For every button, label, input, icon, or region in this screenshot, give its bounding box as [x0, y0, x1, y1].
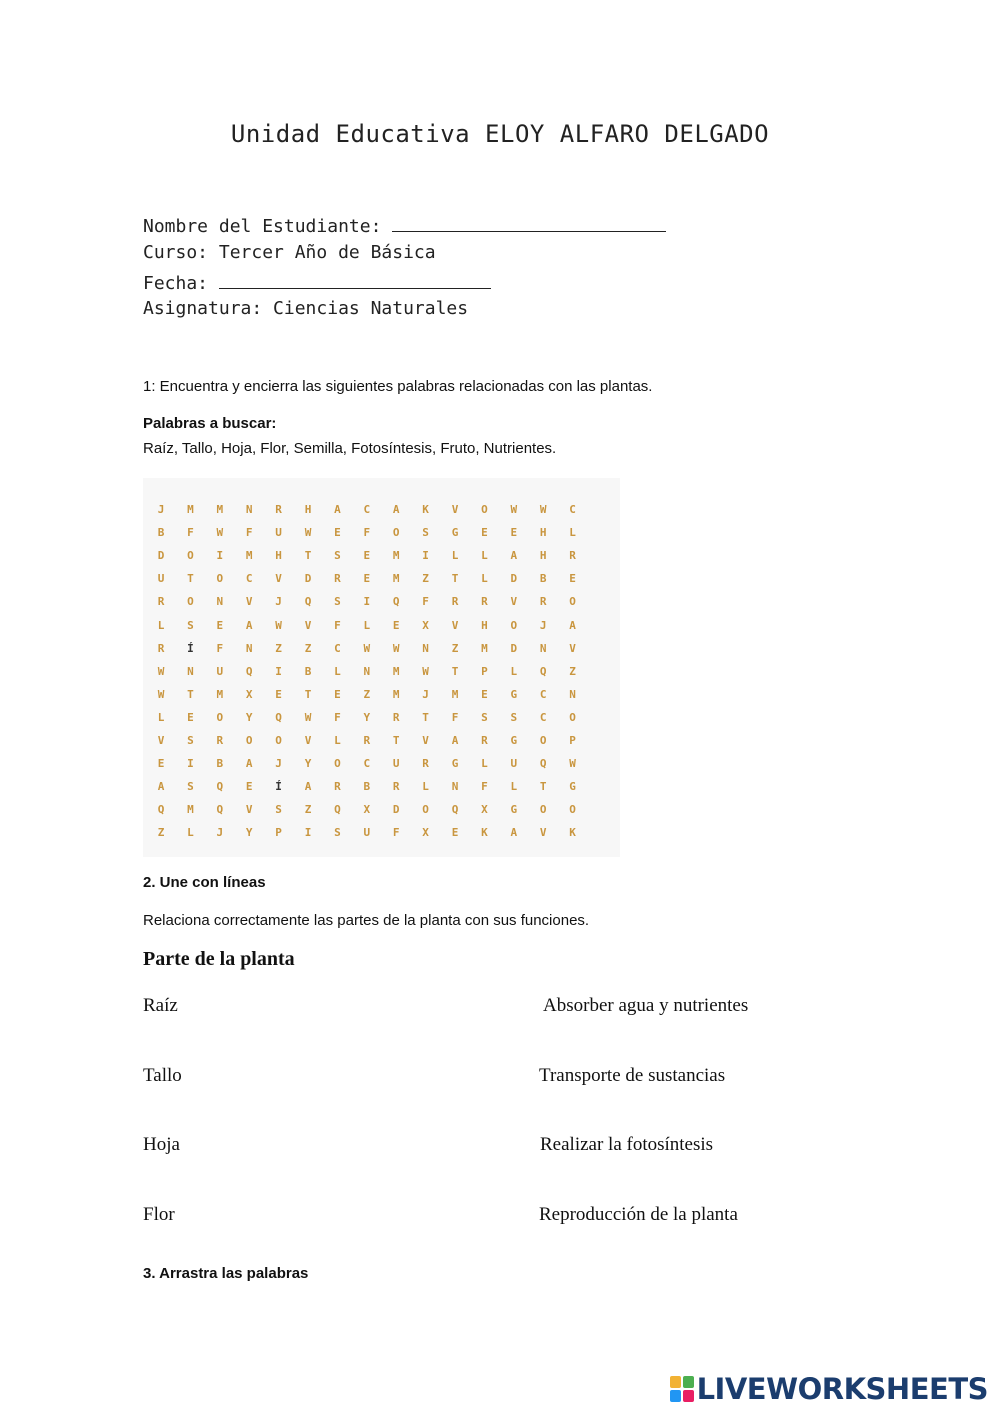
grid-letter[interactable]: Z: [304, 641, 312, 655]
grid-letter[interactable]: R: [216, 734, 224, 747]
grid-letter[interactable]: O: [187, 595, 194, 609]
grid-letter[interactable]: Y: [304, 757, 312, 771]
grid-letter[interactable]: V: [451, 503, 459, 516]
grid-letter[interactable]: C: [569, 503, 576, 516]
grid-letter[interactable]: U: [275, 526, 282, 540]
grid-letter[interactable]: W: [157, 664, 165, 678]
student-name-blank[interactable]: [392, 213, 666, 232]
grid-letter[interactable]: B: [539, 572, 547, 586]
grid-letter[interactable]: T: [451, 664, 459, 678]
grid-letter[interactable]: M: [187, 503, 194, 516]
grid-letter[interactable]: A: [245, 757, 253, 771]
grid-letter[interactable]: D: [157, 549, 165, 563]
grid-letter[interactable]: Z: [451, 641, 459, 655]
grid-letter[interactable]: G: [451, 757, 459, 771]
grid-letter[interactable]: W: [275, 618, 282, 632]
grid-letter[interactable]: G: [569, 780, 576, 794]
grid-letter[interactable]: Q: [245, 664, 253, 678]
grid-letter[interactable]: Z: [304, 803, 312, 817]
liveworksheets-logo-icon: [670, 1376, 694, 1402]
grid-letter[interactable]: T: [187, 572, 194, 586]
grid-letter[interactable]: I: [304, 826, 312, 840]
grid-letter[interactable]: M: [392, 549, 400, 563]
grid-letter[interactable]: V: [304, 618, 312, 632]
grid-letter[interactable]: O: [245, 734, 253, 747]
grid-letter[interactable]: E: [510, 526, 518, 540]
grid-letter[interactable]: X: [245, 687, 253, 701]
grid-letter[interactable]: V: [569, 641, 576, 655]
grid-letter[interactable]: V: [275, 572, 282, 586]
grid-letter[interactable]: L: [510, 664, 518, 678]
grid-letter[interactable]: E: [275, 687, 282, 701]
grid-letter[interactable]: Y: [245, 826, 253, 840]
grid-letter[interactable]: V: [539, 826, 547, 840]
part-stem[interactable]: Tallo: [143, 1065, 182, 1086]
grid-letter[interactable]: E: [157, 757, 165, 771]
grid-letter[interactable]: M: [481, 641, 488, 655]
grid-letter[interactable]: F: [451, 710, 459, 724]
grid-letter[interactable]: L: [334, 664, 341, 678]
grid-letter[interactable]: S: [510, 710, 518, 724]
grid-letter[interactable]: C: [539, 710, 547, 724]
grid-letter[interactable]: R: [481, 734, 488, 747]
grid-letter[interactable]: M: [216, 687, 224, 701]
grid-letter[interactable]: L: [157, 618, 165, 632]
grid-letter[interactable]: T: [422, 710, 429, 724]
grid-letter[interactable]: S: [334, 595, 341, 609]
grid-letter[interactable]: Í: [187, 641, 194, 655]
grid-letter[interactable]: R: [422, 757, 429, 771]
grid-letter[interactable]: E: [245, 780, 253, 794]
grid-letter[interactable]: I: [275, 664, 282, 678]
grid-letter[interactable]: M: [392, 687, 400, 701]
school-title: Unidad Educativa ELOY ALFARO DELGADO: [230, 120, 770, 148]
grid-letter[interactable]: J: [157, 503, 165, 516]
grid-letter[interactable]: L: [510, 780, 518, 794]
grid-letter[interactable]: O: [510, 618, 518, 632]
grid-letter[interactable]: R: [451, 595, 459, 609]
grid-letter[interactable]: N: [539, 641, 547, 655]
grid-letter[interactable]: C: [363, 757, 371, 771]
grid-letter[interactable]: B: [157, 526, 165, 540]
grid-letter[interactable]: M: [245, 549, 253, 563]
grid-letter[interactable]: Q: [451, 803, 459, 817]
grid-letter[interactable]: N: [245, 503, 253, 516]
grid-letter[interactable]: T: [187, 687, 194, 701]
grid-letter[interactable]: F: [334, 618, 341, 632]
grid-letter[interactable]: A: [245, 618, 253, 632]
grid-letter[interactable]: W: [304, 710, 312, 724]
grid-letter[interactable]: O: [569, 803, 576, 817]
grid-letter[interactable]: R: [334, 780, 341, 794]
grid-letter[interactable]: D: [392, 803, 400, 817]
grid-letter[interactable]: O: [539, 803, 547, 817]
grid-letter[interactable]: J: [422, 687, 429, 701]
grid-letter[interactable]: H: [539, 549, 547, 563]
grid-letter[interactable]: A: [334, 503, 341, 516]
grid-letter[interactable]: W: [392, 641, 400, 655]
grid-letter[interactable]: O: [187, 549, 194, 563]
grid-letter[interactable]: I: [422, 549, 429, 563]
grid-letter[interactable]: E: [363, 549, 371, 563]
grid-letter[interactable]: O: [275, 734, 282, 747]
grid-letter[interactable]: D: [304, 572, 312, 586]
grid-letter[interactable]: T: [304, 687, 312, 701]
grid-letter[interactable]: H: [275, 549, 282, 563]
grid-letter[interactable]: W: [363, 641, 371, 655]
grid-letter[interactable]: Q: [216, 803, 224, 817]
grid-letter[interactable]: O: [569, 710, 576, 724]
grid-letter[interactable]: S: [334, 549, 341, 563]
grid-letter[interactable]: T: [539, 780, 547, 794]
grid-letter[interactable]: N: [363, 664, 371, 678]
grid-letter[interactable]: Z: [422, 572, 429, 586]
grid-letter[interactable]: F: [245, 526, 253, 540]
student-name-label: Nombre del Estudiante:: [143, 216, 382, 237]
grid-letter[interactable]: G: [510, 803, 518, 817]
grid-letter[interactable]: I: [363, 595, 371, 609]
part-leaf[interactable]: Hoja: [143, 1134, 180, 1155]
grid-letter[interactable]: W: [422, 664, 429, 678]
grid-letter[interactable]: S: [275, 803, 282, 817]
grid-letter[interactable]: R: [392, 780, 400, 794]
grid-letter[interactable]: R: [334, 572, 341, 586]
grid-letter[interactable]: Q: [334, 803, 341, 817]
grid-letter[interactable]: I: [187, 757, 194, 771]
grid-letter[interactable]: W: [569, 757, 576, 771]
grid-letter[interactable]: R: [392, 710, 400, 724]
grid-letter[interactable]: Q: [216, 780, 224, 794]
grid-letter[interactable]: Y: [363, 710, 371, 724]
grid-letter[interactable]: Q: [539, 757, 547, 771]
grid-letter[interactable]: W: [157, 687, 165, 701]
grid-letter[interactable]: R: [569, 549, 576, 563]
grid-letter[interactable]: L: [422, 780, 429, 794]
grid-letter[interactable]: R: [539, 595, 547, 609]
grid-letter[interactable]: U: [363, 826, 371, 840]
function-transport[interactable]: Transporte de sustancias: [539, 1065, 726, 1086]
grid-letter[interactable]: S: [422, 526, 429, 540]
grid-letter[interactable]: T: [451, 572, 459, 586]
grid-letter[interactable]: A: [451, 734, 459, 747]
grid-letter[interactable]: P: [481, 664, 488, 678]
grid-letter[interactable]: M: [451, 687, 459, 701]
grid-letter[interactable]: X: [481, 803, 488, 817]
grid-letter[interactable]: Z: [157, 826, 165, 840]
date-field: [143, 270, 491, 294]
grid-letter[interactable]: U: [216, 664, 224, 678]
grid-letter[interactable]: Í: [275, 780, 282, 794]
word-search-grid[interactable]: [143, 478, 620, 857]
words-heading: Palabras a buscar:: [143, 415, 277, 432]
section2-instruction: Relaciona correctamente las partes de la planta con sus funciones.: [143, 912, 590, 929]
grid-letter[interactable]: V: [451, 618, 459, 632]
grid-letter[interactable]: C: [245, 572, 253, 586]
grid-letter[interactable]: A: [157, 780, 165, 794]
grid-letter[interactable]: R: [157, 595, 165, 609]
grid-letter[interactable]: S: [187, 780, 194, 794]
grid-letter[interactable]: Q: [539, 664, 547, 678]
grid-letter[interactable]: F: [334, 710, 341, 724]
grid-letter[interactable]: L: [157, 710, 165, 724]
grid-letter[interactable]: G: [451, 526, 459, 540]
grid-letter[interactable]: E: [481, 687, 488, 701]
grid-letter[interactable]: X: [422, 618, 429, 632]
date-blank[interactable]: [219, 270, 491, 289]
grid-letter[interactable]: F: [363, 526, 371, 540]
section3-heading: 3. Arrastra las palabras: [143, 1265, 309, 1282]
grid-letter[interactable]: N: [569, 687, 576, 701]
grid-letter[interactable]: E: [187, 710, 194, 724]
grid-letter[interactable]: L: [334, 734, 341, 747]
grid-letter[interactable]: E: [334, 526, 341, 540]
grid-letter[interactable]: O: [481, 503, 488, 516]
grid-letter[interactable]: B: [304, 664, 312, 678]
grid-letter[interactable]: N: [245, 641, 253, 655]
grid-letter[interactable]: H: [304, 503, 312, 516]
grid-letter[interactable]: W: [304, 526, 312, 540]
function-photosynthesis[interactable]: Realizar la fotosíntesis: [540, 1134, 714, 1155]
grid-letter[interactable]: H: [539, 526, 547, 540]
grid-letter[interactable]: A: [392, 503, 400, 516]
course-field: Curso: Tercer Año de Básica: [143, 242, 436, 263]
grid-letter[interactable]: F: [481, 780, 488, 794]
grid-letter[interactable]: O: [216, 572, 224, 586]
grid-letter[interactable]: C: [539, 687, 547, 701]
grid-letter[interactable]: O: [392, 526, 400, 540]
grid-letter[interactable]: Y: [245, 710, 253, 724]
grid-letter[interactable]: M: [392, 664, 400, 678]
part-flower[interactable]: Flor: [143, 1204, 175, 1225]
grid-letter[interactable]: E: [334, 687, 341, 701]
grid-letter[interactable]: V: [245, 803, 253, 817]
grid-letter[interactable]: R: [157, 641, 165, 655]
grid-letter[interactable]: W: [539, 503, 547, 516]
grid-letter[interactable]: V: [510, 595, 518, 609]
grid-letter[interactable]: M: [187, 803, 194, 817]
grid-letter[interactable]: E: [481, 526, 488, 540]
grid-letter[interactable]: J: [539, 618, 547, 632]
grid-letter[interactable]: F: [422, 595, 429, 609]
grid-letter[interactable]: W: [510, 503, 518, 516]
grid-letter[interactable]: P: [275, 826, 282, 840]
grid-letter[interactable]: Z: [275, 641, 282, 655]
grid-letter[interactable]: L: [187, 826, 194, 840]
section2-heading: 2. Une con líneas: [143, 874, 266, 891]
section1-instruction: 1: Encuentra y encierra las siguientes palabras relacionadas con las plantas.: [143, 378, 653, 395]
grid-letter[interactable]: O: [216, 710, 224, 724]
grid-letter[interactable]: J: [275, 757, 282, 771]
grid-letter[interactable]: C: [363, 503, 371, 516]
grid-letter[interactable]: K: [569, 826, 576, 840]
part-root[interactable]: Raíz: [143, 995, 178, 1016]
words-list: Raíz, Tallo, Hoja, Flor, Semilla, Fotosíntesis, Fruto, Nutrientes.: [143, 440, 557, 457]
grid-letter[interactable]: P: [569, 734, 576, 747]
plant-part-heading: Parte de la planta: [143, 948, 295, 970]
grid-letter[interactable]: E: [451, 826, 459, 840]
grid-letter[interactable]: C: [334, 641, 341, 655]
grid-letter[interactable]: R: [275, 503, 282, 516]
grid-letter[interactable]: V: [422, 734, 429, 747]
grid-letter[interactable]: O: [422, 803, 429, 817]
grid-letter[interactable]: D: [510, 572, 518, 586]
grid-letter[interactable]: E: [363, 572, 371, 586]
grid-letter[interactable]: Q: [392, 595, 400, 609]
function-reproduction[interactable]: Reproducción de la planta: [539, 1204, 738, 1225]
grid-letter[interactable]: X: [422, 826, 429, 840]
grid-letter[interactable]: R: [363, 734, 371, 747]
grid-letter[interactable]: L: [451, 549, 459, 563]
grid-letter[interactable]: E: [569, 572, 576, 586]
grid-letter[interactable]: O: [334, 757, 341, 771]
grid-letter[interactable]: S: [334, 826, 341, 840]
grid-letter[interactable]: L: [481, 572, 488, 586]
grid-letter[interactable]: V: [304, 734, 312, 747]
grid-letter[interactable]: F: [392, 826, 400, 840]
grid-letter[interactable]: I: [216, 549, 224, 563]
grid-letter[interactable]: U: [392, 757, 400, 771]
liveworksheets-logo-text: LIVEWORKSHEETS: [696, 1372, 988, 1406]
grid-letter[interactable]: L: [481, 757, 488, 771]
grid-letter[interactable]: O: [539, 734, 547, 747]
grid-letter[interactable]: K: [481, 826, 488, 840]
grid-letter[interactable]: B: [216, 757, 224, 771]
grid-letter[interactable]: L: [363, 618, 371, 632]
grid-letter[interactable]: V: [245, 595, 253, 609]
grid-letter[interactable]: S: [187, 734, 194, 747]
grid-letter[interactable]: Z: [363, 687, 371, 701]
grid-letter[interactable]: Z: [569, 664, 576, 678]
grid-letter[interactable]: L: [481, 549, 488, 563]
grid-letter[interactable]: L: [569, 526, 576, 540]
grid-letter[interactable]: N: [451, 780, 459, 794]
grid-letter[interactable]: U: [157, 572, 165, 586]
grid-letter[interactable]: S: [481, 710, 488, 724]
grid-letter[interactable]: G: [510, 687, 518, 701]
grid-letter[interactable]: B: [363, 780, 371, 794]
grid-letter[interactable]: J: [216, 826, 224, 840]
grid-letter[interactable]: U: [510, 757, 518, 771]
grid-letter[interactable]: F: [216, 641, 224, 655]
grid-letter[interactable]: T: [304, 549, 312, 563]
date-label: Fecha:: [143, 273, 209, 294]
student-name-field: [143, 213, 666, 237]
grid-letter[interactable]: A: [510, 549, 518, 563]
grid-letter[interactable]: M: [216, 503, 224, 516]
grid-letter[interactable]: E: [216, 618, 224, 632]
grid-letter[interactable]: R: [481, 595, 488, 609]
grid-letter[interactable]: N: [216, 595, 224, 609]
grid-letter[interactable]: V: [157, 734, 165, 747]
grid-letter[interactable]: A: [304, 780, 312, 794]
grid-letter[interactable]: Q: [275, 710, 282, 724]
grid-letter[interactable]: T: [392, 734, 400, 747]
grid-letter[interactable]: S: [187, 618, 194, 632]
grid-letter[interactable]: D: [510, 641, 518, 655]
grid-letter[interactable]: A: [569, 618, 576, 632]
grid-letter[interactable]: F: [187, 526, 194, 540]
grid-letter[interactable]: Q: [157, 803, 165, 817]
grid-letter[interactable]: Q: [304, 595, 312, 609]
subject-field: Asignatura: Ciencias Naturales: [143, 298, 469, 319]
grid-letter[interactable]: X: [363, 803, 371, 817]
grid-letter[interactable]: K: [422, 503, 429, 516]
grid-letter[interactable]: H: [481, 618, 488, 632]
grid-letter[interactable]: W: [216, 526, 224, 540]
grid-letter[interactable]: O: [569, 595, 576, 609]
grid-letter[interactable]: J: [275, 595, 282, 609]
grid-letter[interactable]: N: [422, 641, 429, 655]
grid-letter[interactable]: N: [187, 664, 194, 678]
liveworksheets-logo: [670, 1372, 988, 1406]
grid-letter[interactable]: M: [392, 572, 400, 586]
grid-letter[interactable]: A: [510, 826, 518, 840]
grid-letter[interactable]: G: [510, 734, 518, 747]
function-absorb[interactable]: Absorber agua y nutrientes: [543, 995, 749, 1016]
grid-letter[interactable]: E: [392, 618, 400, 632]
